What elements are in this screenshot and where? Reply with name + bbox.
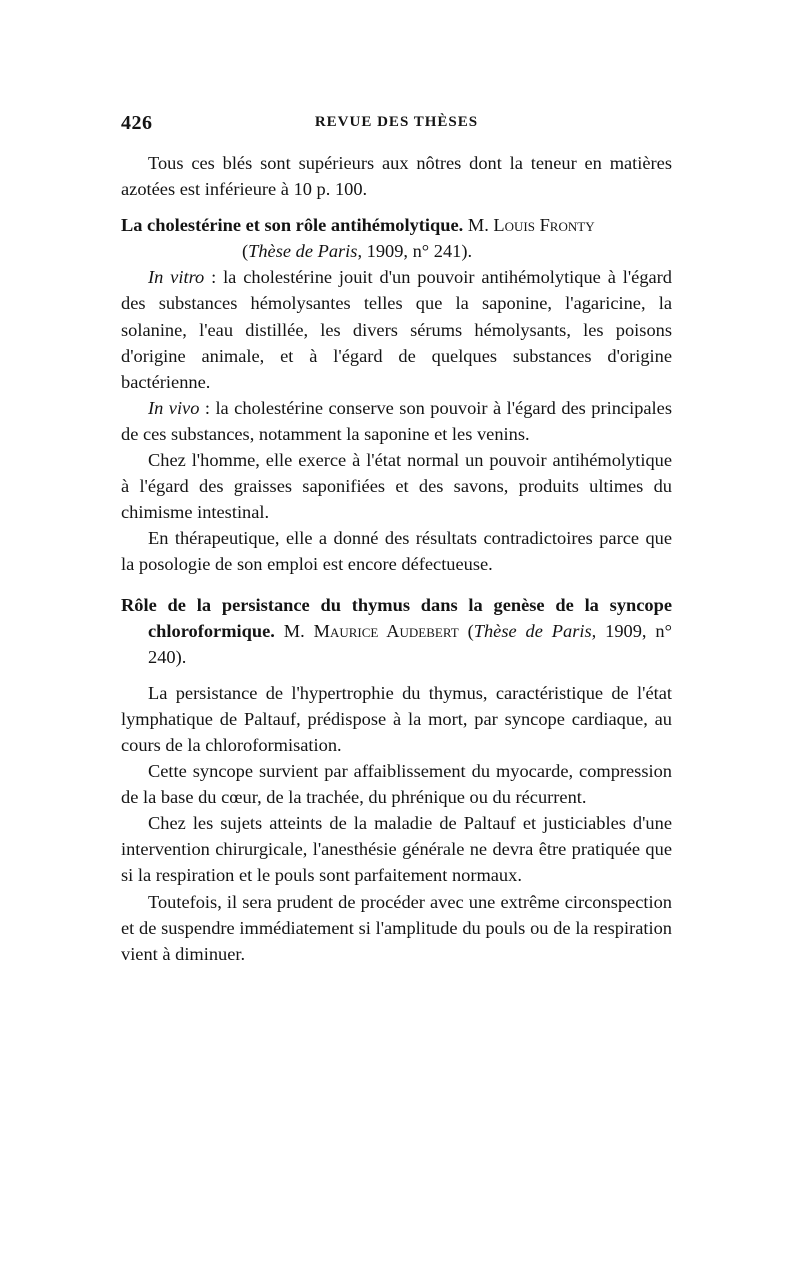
article-1-ref-thesis: Thèse de Paris [248, 241, 358, 262]
article-1-ref-rest: , 1909, n° 241). [357, 241, 473, 262]
article-1-p2-text: : la cholestérine conserve son pouvoir à l'égard des principales de ces substances, notamment la saponine et les venins. [121, 397, 672, 444]
article-2-ref-open: ( [467, 620, 474, 641]
article-2-author-prefix: M. [283, 620, 305, 641]
article-1-paragraph-4: En thérapeutique, elle a donné des résultats contradictoires parce que la posologie de son emploi est encore défectueuse. [121, 528, 672, 575]
article-1-p2-lead: In vivo [148, 397, 200, 418]
page-body [121, 150, 672, 967]
page-header [121, 112, 672, 142]
article-2-paragraph-3: Chez les sujets atteints de la maladie de Paltauf et justiciables d'une intervention chirurgicale, l'anesthésie générale ne devra être pratiquée que si la respiration et le pouls sont parfaitement normaux. [121, 813, 672, 886]
article-1-author: Louis Fronty [493, 215, 595, 236]
article-1-ref-open: ( [242, 241, 249, 262]
article-1-author-prefix: M. [467, 215, 489, 236]
article-2-paragraph-4: Toutefois, il sera prudent de procéder avec une extrême circonspection et de suspendre immédiatement si l'amplitude du pouls ou de la respiration vient à diminuer. [121, 891, 672, 964]
article-2-title: Rôle de la persistance du thymus dans la genèse de la syncope chloroformique. [121, 594, 672, 641]
page-number: 426 [121, 112, 153, 134]
article-1-reference [121, 238, 672, 264]
article-2-paragraph-2: Cette syncope survient par affaiblissement du myocarde, compression de la base du cœur, de la trachée, du phrénique ou du récurrent. [121, 761, 672, 808]
article-1-heading [121, 212, 672, 238]
article-1-p1-lead: In vitro [148, 267, 205, 288]
article-1-title: La cholestérine et son rôle antihémolytique. [121, 215, 464, 236]
article-2-paragraph-1: La persistance de l'hypertrophie du thymus, caractéristique de l'état lymphatique de Paltauf, prédispose à la mort, par syncope cardiaque, au cours de la chloroformisation. [121, 682, 672, 755]
article-1-paragraph-3: Chez l'homme, elle exerce à l'état normal un pouvoir antihémolytique à l'égard des graisses saponifiées et des savons, produits ultimes du chimisme intestinal. [121, 450, 672, 523]
intro-paragraph: Tous ces blés sont supérieurs aux nôtres dont la teneur en matières azotées est inférieure à 10 p. 100. [121, 153, 672, 200]
article-2-ref-rest: 1909, n° 240). [148, 620, 672, 667]
article-1-paragraph-1 [121, 264, 672, 394]
article-1-p1-text: : la cholestérine jouit d'un pouvoir antihémolytique à l'égard des substances hémolysantes telles que la saponine, l'agaricine, la solanine, l'eau distillée, les divers sérums hémolysants, les poisons d'origine animale, et à l'égard de quelques substances d'origine bactérienne. [121, 267, 672, 392]
running-title: REVUE DES THÈSES [314, 114, 479, 130]
article-2-ref-thesis: Thèse de Paris, [473, 620, 597, 641]
article-2-heading [121, 592, 672, 670]
article-1-paragraph-2 [121, 395, 672, 447]
article-2-author: Maurice Audebert [313, 620, 459, 641]
